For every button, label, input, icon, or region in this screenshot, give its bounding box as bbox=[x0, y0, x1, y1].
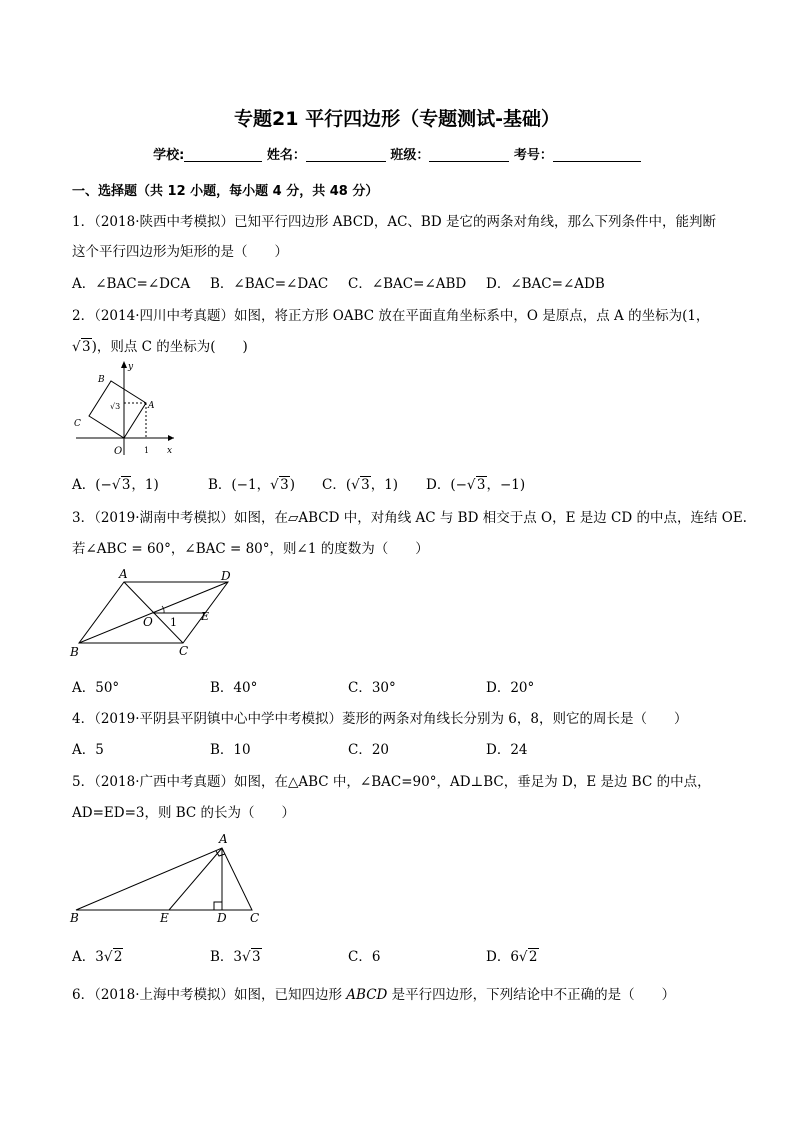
q1-options bbox=[72, 272, 605, 292]
q2-y-axis-arrow bbox=[121, 361, 127, 368]
q5-figure-right-triangle bbox=[66, 828, 276, 928]
q4-options bbox=[72, 738, 528, 758]
name-label: 姓名： bbox=[266, 148, 306, 163]
q3-label-o: O bbox=[143, 615, 153, 629]
exam-no-label: 考号： bbox=[513, 148, 553, 163]
q2-label-b: B bbox=[98, 375, 105, 385]
q3-label-d: D bbox=[221, 569, 231, 583]
q5-label-e: E bbox=[160, 911, 169, 925]
q3-options bbox=[72, 676, 534, 696]
q2-label-o: O bbox=[114, 446, 123, 457]
q1-option-b[interactable]: B．∠BAC=∠DAC bbox=[210, 276, 329, 292]
q5-label-c: C bbox=[250, 911, 260, 925]
q2-option-a[interactable]: A．(−√ 3，1) bbox=[72, 473, 208, 493]
q2-option-c[interactable]: C．(√ 3，1) bbox=[322, 473, 426, 493]
q5-label-b: B bbox=[70, 911, 79, 925]
q2-label-sqrt3: √3 bbox=[110, 402, 121, 411]
q2-label-one: 1 bbox=[144, 446, 150, 455]
q2-label-a: A bbox=[148, 401, 155, 411]
q3-option-d[interactable]: D．20° bbox=[486, 680, 535, 696]
q2-stem-line1: 2．（2014·四川中考真题）如图，将正方形 OABC 放在平面直角坐标系中，O 是原点，点 A 的坐标为(1， bbox=[72, 308, 710, 324]
school-blank[interactable] bbox=[184, 147, 262, 162]
q5-option-a[interactable]: A．3√ 2 bbox=[72, 945, 210, 965]
q2-label-y: y bbox=[128, 362, 134, 372]
q2-label-c: C bbox=[74, 419, 81, 429]
q5-stem-line1: 5．（2018·广西中考真题）如图，在△ABC 中，∠BAC=90°，AD⊥BC，垂足为 D，E 是边 BC 的中点， bbox=[72, 774, 711, 790]
q5-median-ae bbox=[169, 848, 222, 910]
q5-label-d: D bbox=[217, 911, 227, 925]
section-heading: 一、选择题（共 12 小题，每小题 4 分，共 48 分） bbox=[72, 184, 379, 199]
q3-stem-line1: 3．（2019·湖南中考模拟）如图，在▱ABCD 中，对角线 AC 与 BD 相交于点 O，E 是边 CD 的中点，连结 OE. bbox=[72, 510, 747, 526]
page-title: 专题21 平行四边形（专题测试-基础） bbox=[234, 108, 560, 130]
q3-stem-line2: 若∠ABC = 60°，∠BAC = 80°，则∠1 的度数为（ ） bbox=[72, 541, 429, 557]
q5-option-d[interactable]: D．6√ 2 bbox=[486, 945, 539, 965]
q2-option-d[interactable]: D．(−√ 3，−1) bbox=[426, 473, 525, 493]
q5-stem-line2: AD=ED=3，则 BC 的长为（ ） bbox=[72, 805, 296, 821]
q3-option-b[interactable]: B．40° bbox=[210, 680, 258, 696]
name-blank[interactable] bbox=[306, 147, 386, 162]
q3-label-e: E bbox=[201, 610, 210, 623]
q1-option-c[interactable]: C．∠BAC=∠ABD bbox=[348, 276, 467, 292]
class-label: 班级： bbox=[390, 148, 430, 163]
q3-label-c: C bbox=[179, 644, 189, 658]
q3-angle-1-arc bbox=[162, 606, 164, 613]
q2-options bbox=[72, 473, 525, 493]
q1-stem-line1: 1．（2018·陕西中考模拟）已知平行四边形 ABCD，AC、BD 是它的两条对角线，那么下列条件中，能判断 bbox=[72, 214, 716, 230]
q5-option-b[interactable]: B．3√ 3 bbox=[210, 945, 348, 965]
q5-label-a: A bbox=[219, 832, 228, 846]
q6-stem-line1: 6．（2018·上海中考模拟）如图，已知四边形 ABCD 是平行四边形，下列结论中不正确的是（ ） bbox=[72, 987, 676, 1003]
q5-options bbox=[72, 945, 539, 965]
class-blank[interactable] bbox=[429, 147, 509, 162]
q4-option-b[interactable]: B．10 bbox=[210, 742, 251, 758]
q5-option-c[interactable]: C．6 bbox=[348, 949, 381, 965]
q4-option-a[interactable]: A．5 bbox=[72, 742, 104, 758]
q3-option-c[interactable]: C．30° bbox=[348, 680, 396, 696]
q4-stem-line1: 4．（2019·平阴县平阴镇中心中学中考模拟）菱形的两条对角线长分别为 6，8，则它的周长是（ ） bbox=[72, 711, 688, 727]
q1-option-a[interactable]: A．∠BAC=∠DCA bbox=[72, 276, 191, 292]
exam-no-blank[interactable] bbox=[553, 147, 641, 162]
q3-option-a[interactable]: A．50° bbox=[72, 680, 120, 696]
q3-figure-parallelogram bbox=[66, 564, 246, 664]
q2-option-b[interactable]: B．(−1，√ 3) bbox=[208, 473, 322, 493]
q2-figure-square-on-axes bbox=[66, 357, 181, 459]
q4-option-d[interactable]: D．24 bbox=[486, 742, 528, 758]
q5-triangle-abc bbox=[76, 848, 252, 910]
q1-option-d[interactable]: D．∠BAC=∠ADB bbox=[486, 276, 605, 292]
q2-label-x: x bbox=[167, 446, 173, 456]
q3-label-a: A bbox=[119, 567, 128, 581]
q2-stem-line2: √ 3)，则点 C 的坐标为( ) bbox=[72, 335, 248, 355]
q4-option-c[interactable]: C．20 bbox=[348, 742, 390, 758]
q3-label-b: B bbox=[70, 645, 79, 659]
student-info-line bbox=[0, 144, 794, 163]
q5-right-angle-mark-d bbox=[214, 902, 222, 910]
q2-x-axis-arrow bbox=[168, 435, 174, 441]
q1-stem-line2: 这个平行四边形为矩形的是（ ） bbox=[72, 244, 288, 260]
school-label: 学校: bbox=[153, 148, 185, 163]
q3-label-one: 1 bbox=[170, 616, 177, 629]
q2-sqrt3: √ 3 bbox=[72, 339, 92, 355]
